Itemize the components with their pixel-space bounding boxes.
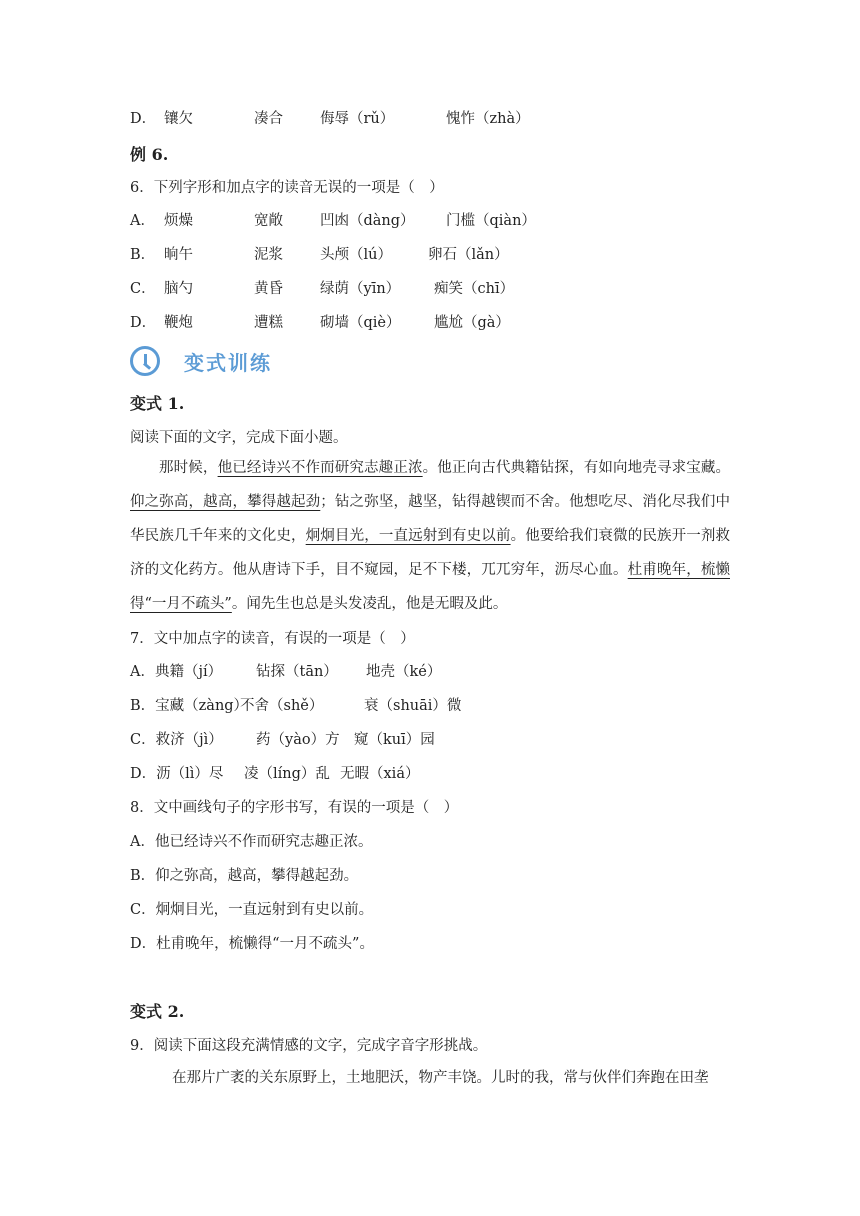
- option-letter: B．: [130, 247, 156, 263]
- option-word: 痴笑（chī）: [434, 281, 515, 297]
- option-row: D．杜甫晚年，梳懒得“一月不疏头”。: [130, 936, 374, 952]
- question-stem: 8．文中画线句子的字形书写，有误的一项是（ ）: [130, 800, 459, 816]
- option-word: 黄昏: [254, 281, 283, 297]
- option-word: 脑勺: [164, 281, 193, 297]
- option-letter: A．: [130, 213, 155, 229]
- option-word: 烦燥: [164, 213, 193, 229]
- option-word: 凑合: [254, 111, 283, 127]
- option-word: 愧怍（zhà）: [446, 111, 530, 127]
- option-word: 不舍（shě）: [240, 698, 324, 714]
- option-word: A．典籍（jí）: [130, 664, 223, 680]
- option-word: 地壳（ké）: [366, 664, 442, 680]
- question-stem: 6．下列字形和加点字的读音无误的一项是（ ）: [130, 180, 444, 196]
- variant-heading: 变式 2.: [130, 1002, 185, 1021]
- option-word: B．宝藏（zàng）: [130, 698, 249, 714]
- option-word: D．沥（lì）尽: [130, 766, 224, 782]
- option-row: [130, 313, 510, 333]
- text: 。他正向古代典籍钻探，有如向地壳寻求宝藏。: [422, 460, 731, 476]
- underlined-sentence: 他已经诗兴不作而研究志趣正浓: [217, 460, 423, 476]
- text: 。闻先生也总是头发凌乱，他是无暇及此。: [231, 596, 508, 612]
- section-banner: [130, 342, 272, 380]
- option-row: [130, 279, 514, 299]
- reading-passage: 在那片广袤的关东原野上，土地肥沃，物产丰饶。儿时的我，常与伙伴们奔跑在田垄: [172, 1070, 709, 1086]
- option-word: 钻探（tān）: [256, 664, 338, 680]
- option-row: [130, 662, 441, 682]
- option-word: 无暇（xiá）: [340, 766, 420, 782]
- option-row: A．他已经诗兴不作而研究志趣正浓。: [130, 834, 373, 850]
- option-word: 尴尬（gà）: [434, 315, 510, 331]
- instruction: 阅读下面的文字，完成下面小题。: [130, 430, 348, 446]
- reading-passage: [130, 451, 730, 621]
- option-word: 鞭炮: [164, 315, 193, 331]
- variant-heading: 变式 1.: [130, 394, 185, 413]
- option-word: 卵石（lǎn）: [428, 247, 509, 263]
- option-word: 衰（shuāi）微: [364, 698, 462, 714]
- banner-title: 变式训练: [184, 350, 272, 375]
- option-word: 窥（kuī）园: [354, 732, 435, 748]
- option-row: B．仰之弥高，越高，攀得越起劲。: [130, 868, 359, 884]
- option-word: 镶欠: [164, 111, 193, 127]
- option-word: 凹凼（dàng）: [320, 213, 415, 229]
- option-word: 药（yào）方: [256, 732, 340, 748]
- option-word: 晌午: [164, 247, 193, 263]
- question-stem: 9．阅读下面这段充满情感的文字，完成字音字形挑战。: [130, 1038, 488, 1054]
- text: 那时候，: [159, 460, 218, 476]
- clock-icon: [130, 346, 160, 376]
- option-row: [130, 245, 509, 265]
- underlined-sentence: 仰之弥高，越高，攀得越起劲: [130, 494, 321, 510]
- option-word: 头颅（lú）: [320, 247, 392, 263]
- option-word: C．救济（jì）: [130, 732, 223, 748]
- option-row: [130, 730, 435, 750]
- option-row: [130, 211, 536, 231]
- option-letter: D．: [130, 315, 157, 331]
- underlined-sentence: 杜甫晚年，梳懒得“一月不疏头”: [130, 562, 730, 612]
- option-word: 宽敞: [254, 213, 283, 229]
- option-word: 绿荫（yīn）: [320, 281, 401, 297]
- option-word: 砌墙（qiè）: [320, 315, 401, 331]
- text: ；钻之弥坚，越坚，钻得越锲而不舍。他想吃尽、消化尽我们中华民族几千年来的文化史，: [130, 494, 731, 544]
- option-row: [130, 764, 419, 784]
- text: 。他要给我们衰微的民族开一剂救济的文化药方。他从唐诗下手，目不窥园，足不下楼，兀兀穷年，沥尽心血。: [130, 528, 731, 578]
- option-row: [130, 696, 461, 716]
- option-word: 凌（líng）乱: [244, 766, 330, 782]
- underlined-sentence: 炯炯目光，一直远射到有史以前: [305, 528, 511, 544]
- option-word: 泥浆: [254, 247, 283, 263]
- option-row: [130, 109, 530, 129]
- option-letter: C．: [130, 281, 156, 297]
- option-word: 门槛（qiàn）: [446, 213, 536, 229]
- example-heading: 例 6.: [130, 145, 169, 164]
- option-row: C．炯炯目光，一直远射到有史以前。: [130, 902, 374, 918]
- option-word: 侮辱（rǔ）: [320, 111, 395, 127]
- option-letter: D．: [130, 111, 157, 127]
- option-word: 遭糕: [254, 315, 283, 331]
- question-stem: 7．文中加点字的读音，有误的一项是（ ）: [130, 631, 415, 647]
